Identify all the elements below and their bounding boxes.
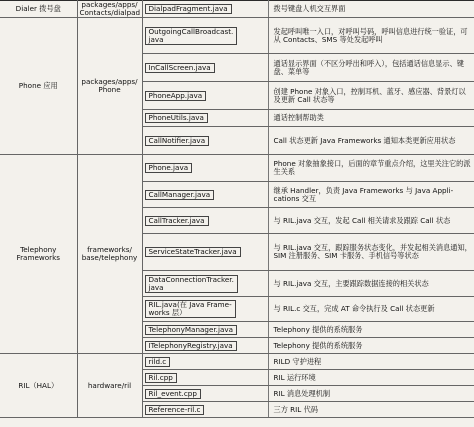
file-cell	[142, 82, 268, 110]
description-cell: 与 RIL.java 交互，跟踪服务状态变化，并发起相关消息通知，SIM 注册服务、SIM 卡服务、手机信号等状态	[268, 234, 474, 271]
file-name-box: TelephonyManager.java	[145, 325, 238, 335]
file-name-box: DialpadFragment.java	[145, 4, 232, 14]
file-cell	[142, 18, 268, 54]
description-cell: 通话显示界面（不区分呼出和呼入），包括通话信息显示、键盘、菜单等	[268, 54, 474, 82]
path-cell: packages/apps/ Phone	[77, 18, 142, 155]
description-cell: 与 RIL.c 交互，完成 AT 命令执行及 Call 状态更新	[268, 297, 474, 322]
table-row	[0, 354, 474, 370]
file-name-box: OutgoingCallBroadcast. java	[145, 27, 238, 45]
path-cell: packages/apps/ Contacts/dialpad	[77, 1, 142, 18]
file-name-box: InCallScreen.java	[145, 63, 215, 73]
file-cell	[142, 208, 268, 234]
description-cell: 三方 RIL 代码	[268, 402, 474, 418]
path-cell: hardware/ril	[77, 354, 142, 418]
path-cell: frameworks/ base/telephony	[77, 155, 142, 354]
file-cell	[142, 127, 268, 155]
file-name-box: ServiceStateTracker.java	[145, 247, 241, 257]
description-cell: RIL 运行环境	[268, 370, 474, 386]
description-cell: 与 RIL.java 交互，主要跟踪数据连接的相关状态	[268, 271, 474, 297]
file-cell	[142, 297, 268, 322]
file-cell	[142, 338, 268, 354]
description-cell: 创建 Phone 对象入口，控制耳机、蓝牙、感应器、背景灯以及更新 Call 状态等	[268, 82, 474, 110]
table-row	[0, 155, 474, 182]
description-cell: 通话控制帮助类	[268, 110, 474, 127]
file-cell	[142, 322, 268, 338]
description-cell: Phone 对象抽象接口，后面的章节重点介绍，这里关注它的派生关系	[268, 155, 474, 182]
table-row	[0, 1, 474, 18]
file-cell	[142, 155, 268, 182]
code-level-cell: Dialer 拨号盘	[0, 1, 77, 18]
file-cell	[142, 370, 268, 386]
table-body	[0, 1, 474, 418]
file-cell	[142, 110, 268, 127]
description-cell: RILD 守护进程	[268, 354, 474, 370]
description-cell: 继承 Handler，负责 Java Frameworks 与 Java Appli-cations 交互	[268, 182, 474, 208]
description-cell: 拨号键盘人机交互界面	[268, 1, 474, 18]
file-name-box: ITelephonyRegistry.java	[145, 341, 237, 351]
file-cell	[142, 402, 268, 418]
file-name-box: Ril.cpp	[145, 373, 177, 383]
description-cell: Telephony 提供的系统服务	[268, 338, 474, 354]
file-cell	[142, 271, 268, 297]
table-row	[0, 18, 474, 54]
file-cell	[142, 182, 268, 208]
file-name-box: Reference-ril.c	[145, 405, 205, 415]
code-level-cell: RIL（HAL）	[0, 354, 77, 418]
description-cell: RIL 消息处理机制	[268, 386, 474, 402]
file-cell	[142, 386, 268, 402]
file-name-box: Phone.java	[145, 163, 193, 173]
description-cell: Telephony 提供的系统服务	[268, 322, 474, 338]
code-level-cell: Phone 应用	[0, 18, 77, 155]
file-name-box: CallTracker.java	[145, 216, 209, 226]
file-name-box: Ril_event.cpp	[145, 389, 201, 399]
file-name-box: CallManager.java	[145, 190, 215, 200]
file-name-box: rild.c	[145, 357, 171, 367]
file-name-box: RIL.java(在 Java Frame- works 层）	[145, 300, 236, 318]
code-level-cell: Telephony Frameworks	[0, 155, 77, 354]
description-cell: 发起呼叫唯一入口，对呼叫号码，呼叫信息进行统一验证，可从 Contacts、SMS 等处发起呼叫	[268, 18, 474, 54]
file-name-box: PhoneUtils.java	[145, 113, 208, 123]
description-cell: 与 RIL.java 交互，发起 Call 相关请求及跟踪 Call 状态	[268, 208, 474, 234]
file-name-box: CallNotifier.java	[145, 136, 210, 146]
file-cell	[142, 354, 268, 370]
file-cell	[142, 1, 268, 18]
file-name-box: DataConnectionTracker. java	[145, 275, 238, 293]
description-cell: Call 状态更新 Java Frameworks 通知本类更新应用状态	[268, 127, 474, 155]
file-cell	[142, 54, 268, 82]
file-cell	[142, 234, 268, 271]
file-name-box: PhoneApp.java	[145, 91, 207, 101]
